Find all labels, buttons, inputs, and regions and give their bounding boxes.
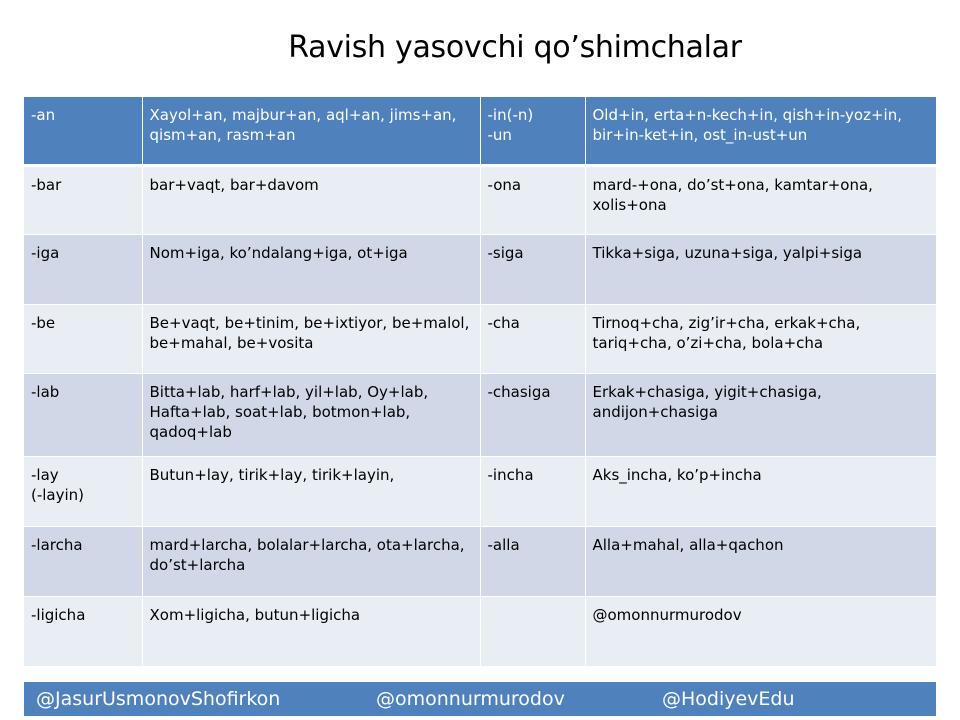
table-cell: -cha: [480, 304, 585, 373]
table-cell: -siga: [480, 234, 585, 304]
table-row: [24, 526, 936, 596]
table-row: [24, 234, 936, 304]
table-cell: Butun+lay, tirik+lay, tirik+layin,: [142, 456, 480, 526]
table-cell: Bitta+lab, harf+lab, yil+lab, Oy+lab, Hafta+lab, soat+lab, botmon+lab, qadoq+lab: [142, 373, 480, 456]
table-cell: Nom+iga, ko’ndalang+iga, ot+iga: [142, 234, 480, 304]
table-cell: -lay (-layin): [24, 456, 142, 526]
table-row: [24, 165, 936, 234]
table-cell: -ligicha: [24, 596, 142, 666]
table-cell: @omonnurmurodov: [585, 596, 936, 666]
table-cell: bar+vaqt, bar+davom: [142, 165, 480, 234]
table-row: [24, 596, 936, 666]
table-cell: -alla: [480, 526, 585, 596]
footer-handle: @omonnurmurodov: [376, 688, 565, 710]
table-cell: Be+vaqt, be+tinim, be+ixtiyor, be+malol, be+mahal, be+vosita: [142, 304, 480, 373]
table-cell: -incha: [480, 456, 585, 526]
table-cell: Tikka+siga, uzuna+siga, yalpi+siga: [585, 234, 936, 304]
table-cell: mard+larcha, bolalar+larcha, ota+larcha, do’st+larcha: [142, 526, 480, 596]
footer-handle: @JasurUsmonovShofirkon: [36, 688, 281, 710]
header-cell: Xayol+an, majbur+an, aql+an, jims+an, qism+an, rasm+an: [142, 97, 480, 165]
table-cell: -bar: [24, 165, 142, 234]
table-row: [24, 373, 936, 456]
table-row: [24, 304, 936, 373]
table-cell: Erkak+chasiga, yigit+chasiga, andijon+chasiga: [585, 373, 936, 456]
table-row: [24, 456, 936, 526]
header-cell: -an: [24, 97, 142, 165]
page-title: Ravish yasovchi qo’shimchalar: [288, 30, 742, 65]
table-cell: -iga: [24, 234, 142, 304]
table-cell: -chasiga: [480, 373, 585, 456]
header-cell: Old+in, erta+n-kech+in, qish+in-yoz+in, bir+in-ket+in, ost_in-ust+un: [585, 97, 936, 165]
table-cell: Aks_incha, ko’p+incha: [585, 456, 936, 526]
table-cell: -larcha: [24, 526, 142, 596]
table-cell: -ona: [480, 165, 585, 234]
table-cell: mard-+ona, do’st+ona, kamtar+ona, xolis+ona: [585, 165, 936, 234]
table-header-row: [24, 97, 936, 165]
table-cell: -lab: [24, 373, 142, 456]
header-cell: -in(-n) -un: [480, 97, 585, 165]
table-cell: Tirnoq+cha, zig’ir+cha, erkak+cha, tariq+cha, o’zi+cha, bola+cha: [585, 304, 936, 373]
table-cell: -be: [24, 304, 142, 373]
footer-bar: [24, 682, 936, 716]
table-cell: [480, 596, 585, 666]
table-cell: Alla+mahal, alla+qachon: [585, 526, 936, 596]
footer-handle: @HodiyevEdu: [662, 688, 795, 710]
table-cell: Xom+ligicha, butun+ligicha: [142, 596, 480, 666]
suffix-table: [24, 97, 936, 667]
